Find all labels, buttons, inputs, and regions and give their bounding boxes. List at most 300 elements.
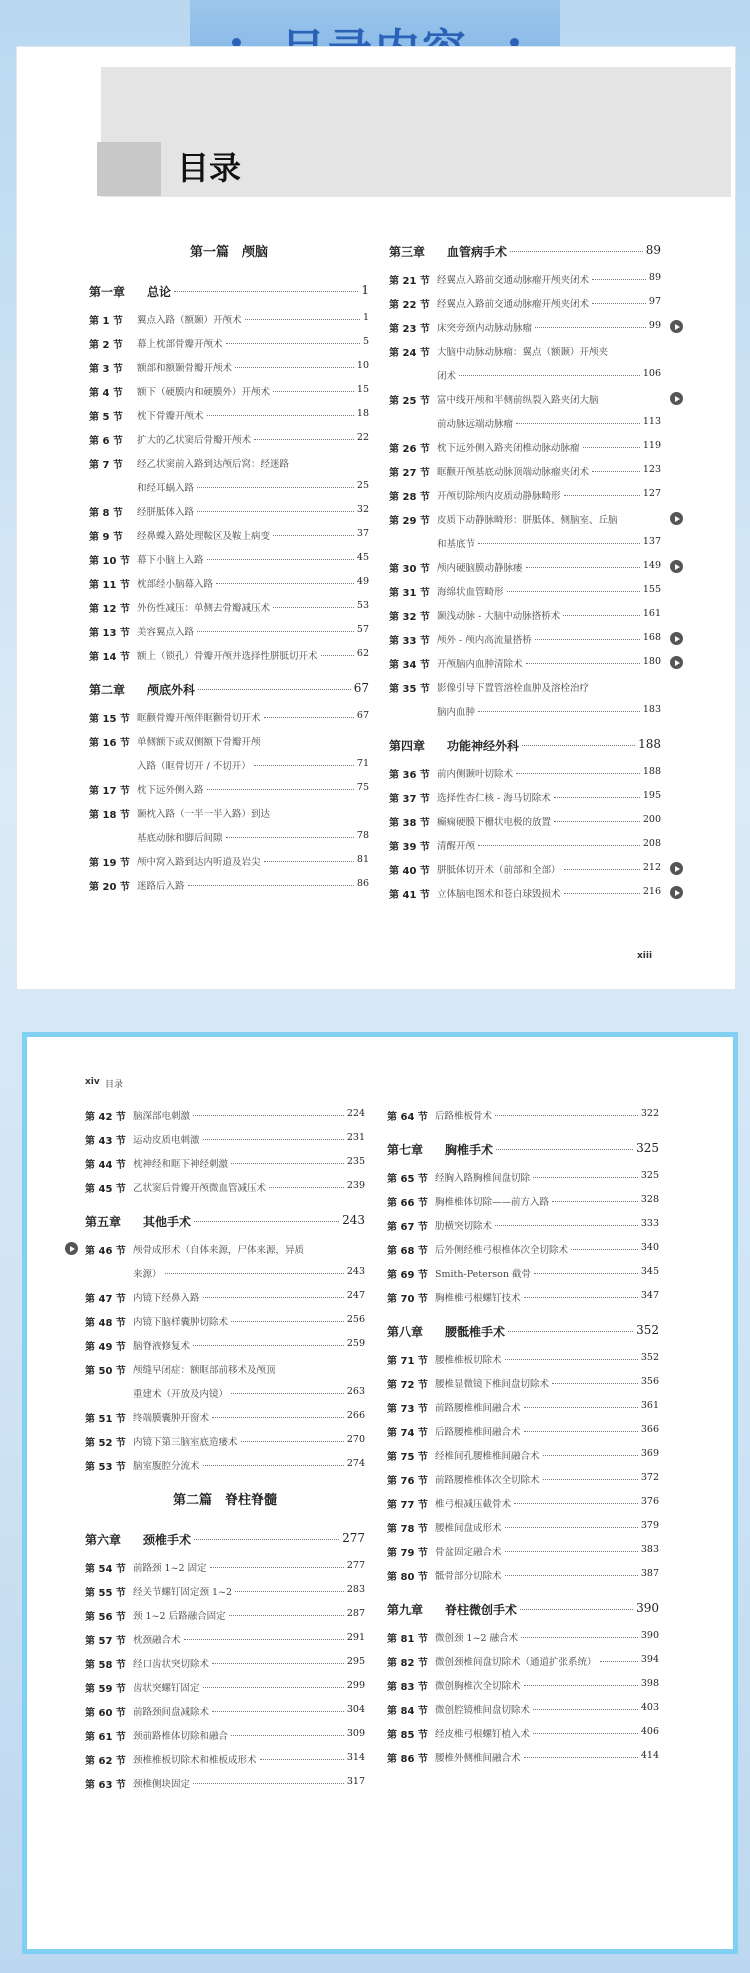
- toc-entry[interactable]: [85, 1333, 365, 1357]
- toc-entry[interactable]: [89, 523, 369, 547]
- toc-entry[interactable]: [89, 595, 369, 619]
- page-number: 295: [346, 1656, 365, 1667]
- entry-title: 肋横突切除术: [435, 1221, 493, 1232]
- page-number: 235: [346, 1156, 365, 1167]
- entry-title: 富中线开颅和半侧前纵裂入路夹闭大脑: [437, 395, 599, 406]
- page-number: 37: [356, 528, 369, 539]
- section-number: 第 76 节: [387, 1476, 428, 1487]
- toc-entry-continuation[interactable]: [89, 825, 369, 849]
- page-number: 71: [356, 758, 369, 769]
- page-number: 1: [362, 312, 369, 323]
- entry-title: 脑内血肿: [437, 707, 476, 718]
- toc-entry[interactable]: [389, 833, 661, 857]
- leader-dots: [194, 1221, 339, 1222]
- leader-dots: [495, 1225, 638, 1226]
- section-number: 第 61 节: [85, 1732, 126, 1743]
- toc-entry[interactable]: [387, 1165, 659, 1189]
- toc-entry[interactable]: [389, 267, 661, 291]
- entry-title: 微创腔镜椎间盘切除术: [435, 1705, 531, 1716]
- chapter-number: 第九章: [387, 1603, 424, 1617]
- entry-title: 后路椎板骨术: [435, 1111, 493, 1122]
- page-number: 322: [640, 1108, 659, 1119]
- running-head: 目录: [105, 1080, 124, 1090]
- page-number: 347: [640, 1290, 659, 1301]
- leader-dots: [505, 1527, 638, 1528]
- page-number: 99: [648, 320, 661, 331]
- toc-entry[interactable]: [89, 403, 369, 427]
- page-number: 369: [640, 1448, 659, 1459]
- toc-entry-continuation[interactable]: [85, 1261, 365, 1285]
- toc-entry-continuation[interactable]: [389, 531, 661, 555]
- toc-entry[interactable]: [89, 873, 369, 897]
- page-number: 123: [642, 464, 661, 475]
- leader-dots: [508, 1331, 633, 1332]
- section-number: 第 69 节: [387, 1270, 428, 1281]
- toc-entry[interactable]: [389, 291, 661, 315]
- toc-entry[interactable]: [389, 387, 661, 411]
- section-number: 第 36 节: [389, 770, 430, 781]
- toc-entry[interactable]: [387, 1673, 659, 1697]
- entry-title: 枕部经小脑幕入路: [137, 579, 214, 590]
- toc-entry[interactable]: [387, 1347, 659, 1371]
- entry-title: 胼胝体切开术（前部和全部）: [437, 865, 561, 876]
- leader-dots: [514, 1503, 638, 1504]
- leader-dots: [193, 1345, 344, 1346]
- leader-dots: [564, 893, 640, 894]
- entry-title: 运动皮质电刺激: [133, 1135, 200, 1146]
- leader-dots: [592, 303, 646, 304]
- entry-title: 颅缝早闭症：额眶部前移术及颅顶: [133, 1365, 276, 1376]
- section-number: 第 16 节: [89, 738, 130, 749]
- page-number: 168: [642, 632, 661, 643]
- entry-title: 海绵状血管畸形: [437, 587, 504, 598]
- entry-title: 颅内硬脑膜动静脉瘘: [437, 563, 523, 574]
- toc-entry[interactable]: [89, 619, 369, 643]
- toc-entry[interactable]: [89, 801, 369, 825]
- toc-entry[interactable]: [389, 651, 661, 675]
- entry-title: 内镜下脑样囊肿切除术: [133, 1317, 229, 1328]
- toc-entry[interactable]: [387, 1237, 659, 1261]
- toc-entry[interactable]: [85, 1285, 365, 1309]
- section-number: 第 9 节: [89, 532, 123, 543]
- leader-dots: [524, 1685, 638, 1686]
- video-play-icon[interactable]: [670, 656, 683, 669]
- page-number: 161: [642, 608, 661, 619]
- leader-dots: [231, 1735, 344, 1736]
- chapter-entry[interactable]: [85, 1517, 365, 1555]
- chapter-entry[interactable]: [389, 723, 661, 761]
- leader-dots: [524, 1431, 638, 1432]
- page-number: 247: [346, 1290, 365, 1301]
- section-number: 第 39 节: [389, 842, 430, 853]
- toc-entry[interactable]: [389, 603, 661, 627]
- toc-column-right: [387, 1103, 659, 1769]
- entry-title: 前路颈 1~2 固定: [133, 1563, 207, 1574]
- toc-entry[interactable]: [387, 1443, 659, 1467]
- leader-dots: [510, 251, 643, 252]
- toc-entry[interactable]: [89, 777, 369, 801]
- toc-entry[interactable]: [387, 1697, 659, 1721]
- part-heading: [89, 229, 369, 269]
- toc-entry[interactable]: [387, 1649, 659, 1673]
- chapter-number: 第二章: [89, 683, 126, 697]
- toc-entry[interactable]: [89, 331, 369, 355]
- leader-dots: [207, 415, 354, 416]
- leader-dots: [231, 1163, 344, 1164]
- toc-entry[interactable]: [387, 1213, 659, 1237]
- entry-title: 大脑中动脉动脉瘤：翼点（额颞）开颅夹: [437, 347, 609, 358]
- page-number: 270: [346, 1434, 365, 1445]
- page-number: 119: [642, 440, 661, 451]
- leader-dots: [264, 861, 354, 862]
- section-number: 第 79 节: [387, 1548, 428, 1559]
- page-number: 25: [356, 480, 369, 491]
- toc-entry[interactable]: [387, 1625, 659, 1649]
- page-number: 325: [636, 1141, 659, 1155]
- page-number: 352: [640, 1352, 659, 1363]
- entry-title: 幕上枕部骨瓣开颅术: [137, 339, 223, 350]
- toc-entry[interactable]: [387, 1539, 659, 1563]
- toc-entry[interactable]: [89, 379, 369, 403]
- entry-title: 腰椎外侧椎间融合术: [435, 1753, 521, 1764]
- toc-entry-continuation[interactable]: [389, 411, 661, 435]
- page-number: 291: [346, 1632, 365, 1643]
- chapter-title: 颈椎手术: [143, 1533, 192, 1547]
- leader-dots: [526, 663, 640, 664]
- entry-title: 颈椎椎板切除术和椎板成形术: [133, 1755, 257, 1766]
- toc-entry-continuation[interactable]: [389, 699, 661, 723]
- section-number: 第 7 节: [89, 460, 123, 471]
- toc-entry[interactable]: [389, 435, 661, 459]
- toc-entry-continuation[interactable]: [89, 753, 369, 777]
- section-number: 第 74 节: [387, 1428, 428, 1439]
- chapter-number: 第八章: [387, 1325, 424, 1339]
- leader-dots: [226, 343, 360, 344]
- leader-dots: [273, 535, 354, 536]
- page-number: 414: [640, 1750, 659, 1761]
- chapter-entry[interactable]: [387, 1309, 659, 1347]
- toc-entry[interactable]: [389, 785, 661, 809]
- page-number: 309: [346, 1728, 365, 1739]
- video-play-icon[interactable]: [670, 512, 683, 525]
- entry-title: 立体脑电图术和苍白球毁损术: [437, 889, 561, 900]
- entry-title: 微创颈 1~2 融合术: [435, 1633, 519, 1644]
- toc-entry[interactable]: [389, 627, 661, 651]
- page-number: 62: [356, 648, 369, 659]
- entry-title: 经鼻蝶入路处理鞍区及鞍上病变: [137, 531, 271, 542]
- toc-entry[interactable]: [389, 483, 661, 507]
- entry-title: 来源）: [133, 1269, 162, 1280]
- section-number: 第 24 节: [389, 348, 430, 359]
- chapter-entry[interactable]: [387, 1127, 659, 1165]
- toc-entry[interactable]: [389, 881, 661, 905]
- section-number: 第 2 节: [89, 340, 123, 351]
- toc-entry[interactable]: [85, 1103, 365, 1127]
- entry-title: 前路腰椎椎间融合术: [435, 1403, 521, 1414]
- section-number: 第 60 节: [85, 1708, 126, 1719]
- toc-entry[interactable]: [89, 307, 369, 331]
- entry-title: 后路腰椎椎间融合术: [435, 1427, 521, 1438]
- page-number: 149: [642, 560, 661, 571]
- leader-dots: [197, 487, 354, 488]
- section-number: 第 62 节: [85, 1756, 126, 1767]
- toc-entry[interactable]: [387, 1721, 659, 1745]
- leader-dots: [174, 291, 358, 292]
- section-number: 第 63 节: [85, 1780, 126, 1791]
- entry-title: 额部和额颞骨瓣开颅术: [137, 363, 233, 374]
- toc-entry[interactable]: [89, 355, 369, 379]
- toc-entry[interactable]: [85, 1151, 365, 1175]
- page-number: 89: [648, 272, 661, 283]
- chapter-title: 腰骶椎手术: [445, 1325, 506, 1339]
- toc-entry[interactable]: [85, 1675, 365, 1699]
- page-number: 314: [346, 1752, 365, 1763]
- toc-entry[interactable]: [85, 1747, 365, 1771]
- leader-dots: [184, 1639, 344, 1640]
- toc-page-2: [22, 1032, 738, 1954]
- toc-entry[interactable]: [389, 507, 661, 531]
- section-number: 第 17 节: [89, 786, 130, 797]
- video-play-icon[interactable]: [670, 632, 683, 645]
- chapter-entry[interactable]: [387, 1587, 659, 1625]
- toc-entry[interactable]: [85, 1309, 365, 1333]
- toc-entry[interactable]: [89, 499, 369, 523]
- toc-entry[interactable]: [387, 1371, 659, 1395]
- chapter-entry[interactable]: [85, 1199, 365, 1237]
- toc-entry[interactable]: [387, 1189, 659, 1213]
- page-number: 195: [642, 790, 661, 801]
- section-number: 第 58 节: [85, 1660, 126, 1671]
- toc-entry[interactable]: [387, 1419, 659, 1443]
- page-number: 208: [642, 838, 661, 849]
- section-number: 第 53 节: [85, 1462, 126, 1473]
- toc-entry[interactable]: [85, 1699, 365, 1723]
- toc-entry[interactable]: [89, 451, 369, 475]
- entry-title: 重建术（开放及内镜）: [133, 1389, 229, 1400]
- section-number: 第 31 节: [389, 588, 430, 599]
- toc-entry[interactable]: [389, 857, 661, 881]
- video-play-icon[interactable]: [670, 886, 683, 899]
- toc-entry[interactable]: [389, 459, 661, 483]
- section-number: 第 55 节: [85, 1588, 126, 1599]
- video-play-icon[interactable]: [670, 560, 683, 573]
- entry-title: 外伤性减压：单侧去骨瓣减压术: [137, 603, 271, 614]
- page-number: 86: [356, 878, 369, 889]
- leader-dots: [216, 583, 354, 584]
- page-number: 361: [640, 1400, 659, 1411]
- toc-entry[interactable]: [85, 1579, 365, 1603]
- toc-entry[interactable]: [85, 1603, 365, 1627]
- page-number: 333: [640, 1218, 659, 1229]
- section-number: 第 80 节: [387, 1572, 428, 1583]
- page-number: 15: [356, 384, 369, 395]
- toc-entry[interactable]: [387, 1515, 659, 1539]
- section-number: 第 73 节: [387, 1404, 428, 1415]
- toc-entry[interactable]: [387, 1103, 659, 1127]
- toc-entry[interactable]: [85, 1627, 365, 1651]
- section-number: 第 6 节: [89, 436, 123, 447]
- section-number: 第 56 节: [85, 1612, 126, 1623]
- chapter-title: 功能神经外科: [447, 739, 520, 753]
- video-play-icon[interactable]: [670, 320, 683, 333]
- toc-entry[interactable]: [387, 1467, 659, 1491]
- page-folio: xiv: [85, 1077, 100, 1087]
- entry-title: 椎弓根减压截骨术: [435, 1499, 512, 1510]
- page-number: 57: [356, 624, 369, 635]
- entry-title: 入路（眶骨切开 / 不切开）: [137, 761, 251, 772]
- entry-title: 经胼胝体入路: [137, 507, 195, 518]
- toc-entry[interactable]: [89, 427, 369, 451]
- toc-entry[interactable]: [387, 1261, 659, 1285]
- page-number: 188: [642, 766, 661, 777]
- leader-dots: [235, 367, 354, 368]
- leader-dots: [592, 279, 646, 280]
- toc-entry[interactable]: [387, 1563, 659, 1587]
- page-number: 22: [356, 432, 369, 443]
- chapter-number: 第五章: [85, 1215, 122, 1229]
- page-number: 89: [645, 243, 661, 257]
- leader-dots: [543, 1479, 638, 1480]
- leader-dots: [254, 439, 354, 440]
- toc-entry[interactable]: [89, 705, 369, 729]
- toc-entry[interactable]: [85, 1237, 365, 1261]
- chapter-entry[interactable]: [89, 269, 369, 307]
- section-number: 第 10 节: [89, 556, 130, 567]
- leader-dots: [241, 1441, 344, 1442]
- page-number: 5: [362, 336, 369, 347]
- entry-title: 枕下远外侧入路: [137, 785, 204, 796]
- page-number: 390: [636, 1601, 659, 1615]
- leader-dots: [203, 1139, 344, 1140]
- leader-dots: [495, 1115, 638, 1116]
- page-number: 212: [642, 862, 661, 873]
- part-title: 第一篇 颅脑: [189, 245, 268, 260]
- leader-dots: [188, 885, 354, 886]
- toc-entry[interactable]: [85, 1429, 365, 1453]
- toc-entry[interactable]: [85, 1651, 365, 1675]
- leader-dots: [226, 837, 354, 838]
- contents-header-square: [97, 142, 161, 196]
- toc-entry[interactable]: [85, 1357, 365, 1381]
- toc-entry[interactable]: [89, 547, 369, 571]
- entry-title: 前内侧颞叶切除术: [437, 769, 514, 780]
- toc-entry[interactable]: [85, 1555, 365, 1579]
- entry-title: 终端膜囊肿开窗术: [133, 1413, 210, 1424]
- toc-column-left: [85, 1103, 365, 1795]
- section-number: 第 27 节: [389, 468, 430, 479]
- entry-title: 开颅切除颅内皮质动静脉畸形: [437, 491, 561, 502]
- leader-dots: [552, 1383, 638, 1384]
- page-number: 32: [356, 504, 369, 515]
- section-number: 第 85 节: [387, 1730, 428, 1741]
- toc-entry[interactable]: [85, 1771, 365, 1795]
- toc-entry[interactable]: [85, 1405, 365, 1429]
- contents-heading: 目录: [177, 149, 242, 187]
- video-play-icon[interactable]: [65, 1242, 78, 1255]
- page-number: 299: [346, 1680, 365, 1691]
- toc-entry[interactable]: [89, 849, 369, 873]
- toc-entry[interactable]: [389, 761, 661, 785]
- toc-entry-continuation[interactable]: [89, 475, 369, 499]
- entry-title: 基底动脉和脚后间隙: [137, 833, 223, 844]
- entry-title: 和经耳蜗入路: [137, 483, 195, 494]
- leader-dots: [554, 821, 640, 822]
- leader-dots: [533, 1177, 638, 1178]
- toc-entry[interactable]: [389, 315, 661, 339]
- section-number: 第 40 节: [389, 866, 430, 877]
- part-heading: [85, 1477, 365, 1517]
- section-number: 第 67 节: [387, 1222, 428, 1233]
- section-number: 第 68 节: [387, 1246, 428, 1257]
- toc-entry[interactable]: [89, 571, 369, 595]
- section-number: 第 32 节: [389, 612, 430, 623]
- toc-entry[interactable]: [85, 1175, 365, 1199]
- section-number: 第 35 节: [389, 684, 430, 695]
- toc-entry[interactable]: [389, 579, 661, 603]
- page-number: 200: [642, 814, 661, 825]
- page-number: 277: [342, 1531, 365, 1545]
- entry-title: 脑深部电刺激: [133, 1111, 191, 1122]
- leader-dots: [535, 639, 640, 640]
- page-number: 1: [361, 283, 369, 297]
- entry-title: 癫痫硬膜下栅状电极的放置: [437, 817, 552, 828]
- section-number: 第 82 节: [387, 1658, 428, 1669]
- toc-entry[interactable]: [89, 729, 369, 753]
- toc-entry[interactable]: [389, 339, 661, 363]
- toc-entry[interactable]: [389, 809, 661, 833]
- entry-title: 乙状窦后骨瓣开颅微血管减压术: [133, 1183, 267, 1194]
- toc-entry[interactable]: [389, 555, 661, 579]
- leader-dots: [592, 471, 640, 472]
- page-folio: xiii: [637, 951, 653, 961]
- toc-entry[interactable]: [89, 643, 369, 667]
- toc-entry[interactable]: [85, 1127, 365, 1151]
- page-number: 352: [636, 1323, 659, 1337]
- entry-title: 经关节螺钉固定颈 1~2: [133, 1587, 233, 1598]
- entry-title: 额下（硬膜内和硬膜外）开颅术: [137, 387, 271, 398]
- entry-title: 脑室腹腔分流术: [133, 1461, 200, 1472]
- section-number: 第 47 节: [85, 1294, 126, 1305]
- video-play-icon[interactable]: [670, 392, 683, 405]
- toc-entry[interactable]: [387, 1285, 659, 1309]
- page-number: 406: [640, 1726, 659, 1737]
- toc-entry[interactable]: [387, 1395, 659, 1419]
- leader-dots: [522, 745, 635, 746]
- section-number: 第 15 节: [89, 714, 130, 725]
- chapter-entry[interactable]: [389, 229, 661, 267]
- chapter-entry[interactable]: [89, 667, 369, 705]
- toc-entry[interactable]: [389, 675, 661, 699]
- video-play-icon[interactable]: [670, 862, 683, 875]
- entry-title: 经翼点入路前交通动脉瘤开颅夹闭术: [437, 299, 590, 310]
- toc-column-right: [389, 229, 661, 905]
- leader-dots: [207, 789, 354, 790]
- section-number: 第 45 节: [85, 1184, 126, 1195]
- toc-entry-continuation[interactable]: [389, 363, 661, 387]
- entry-title: 颞浅动脉 - 大脑中动脉搭桥术: [437, 611, 561, 622]
- page-number: 345: [640, 1266, 659, 1277]
- toc-entry[interactable]: [387, 1491, 659, 1515]
- toc-entry[interactable]: [85, 1723, 365, 1747]
- chapter-title: 血管病手术: [447, 245, 508, 259]
- toc-entry[interactable]: [387, 1745, 659, 1769]
- chapter-title: 总论: [147, 285, 172, 299]
- toc-entry[interactable]: [85, 1453, 365, 1477]
- entry-title: 腰椎显微镜下椎间盘切除术: [435, 1379, 550, 1390]
- leader-dots: [197, 631, 354, 632]
- page-number: 274: [346, 1458, 365, 1469]
- toc-entry-continuation[interactable]: [85, 1381, 365, 1405]
